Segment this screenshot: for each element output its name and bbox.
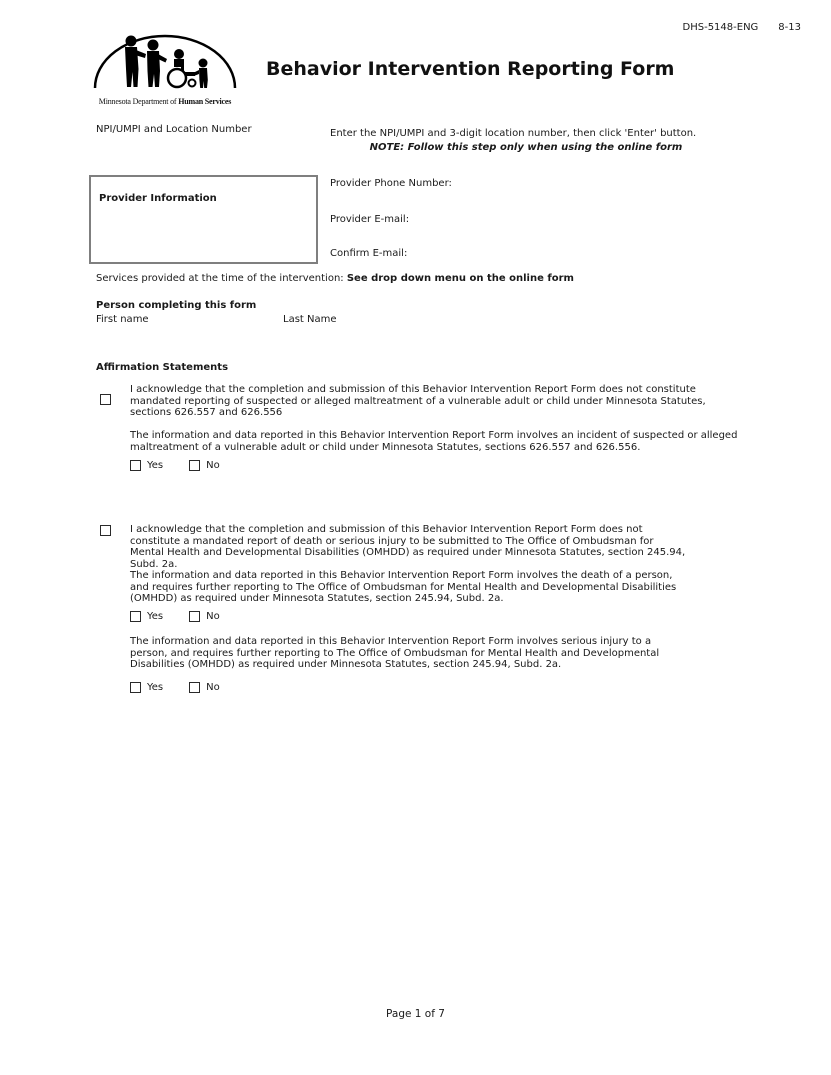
npi-umpi-label: NPI/UMPI and Location Number — [96, 124, 252, 135]
affirmation2-acknowledge-text: I acknowledge that the completion and submission of this Behavior Intervention Report Form does not constitute a mandated report of death or serious injury to be submitted to The Office of Ombudsman for Mental Health and Developmental Disabilities (OMHDD) as required under Minnesota Statutes, section 245.94, Subd. 2a. — [130, 524, 686, 570]
page-indicator: Page 1 of 7 — [386, 1008, 445, 1020]
logo-caption-regular: Minnesota Department of — [98, 97, 179, 106]
affirmation-statements-heading: Affirmation Statements — [96, 362, 229, 373]
affirmation2-death-yes-label: Yes — [147, 611, 164, 622]
page-title: Behavior Intervention Reporting Form — [266, 58, 675, 80]
affirmation2-death-no-checkbox[interactable] — [189, 611, 200, 622]
npi-instructions — [330, 128, 722, 153]
affirmation2-injury-yes-checkbox[interactable] — [130, 682, 141, 693]
affirmation2-death-yes-checkbox[interactable] — [130, 611, 141, 622]
document-number — [683, 22, 801, 33]
affirmation2-death-yesno-row — [130, 611, 220, 622]
logo-caption — [90, 97, 240, 106]
affirmation1-followup-text: The information and data reported in this Behavior Intervention Report Form involves an incident of suspected or alleged maltreatment of a vulnerable adult or child under Minnesota Statutes, sections 626.557 and 626.556. — [130, 430, 738, 453]
services-provided-label: Services provided at the time of the intervention: — [96, 273, 344, 284]
affirmation2-injury-no-label: No — [206, 682, 220, 693]
services-provided-line — [96, 273, 574, 285]
provider-information-label: Provider Information — [99, 193, 217, 204]
affirmation1-no-checkbox[interactable] — [189, 460, 200, 471]
affirmation2-injury-followup-text: The information and data reported in this Behavior Intervention Report Form involves serious injury to a person, and requires further reporting to The Office of Ombudsman for Mental Health and Developmental Disabilities (OMHDD) as required under Minnesota Statutes, section 245.94, Subd. 2a. — [130, 636, 660, 670]
affirmation2-injury-no-checkbox[interactable] — [189, 682, 200, 693]
dhs-people-arch-icon — [91, 32, 239, 92]
logo-caption-bold: Human Services — [178, 97, 232, 106]
person-completing-heading: Person completing this form — [96, 300, 257, 311]
npi-instruction-text: Enter the NPI/UMPI and 3-digit location number, then click 'Enter' button. — [330, 128, 697, 139]
confirm-email-label: Confirm E-mail: — [330, 248, 408, 259]
affirmation1-checkbox[interactable] — [100, 394, 111, 405]
provider-email-label: Provider E-mail: — [330, 214, 410, 225]
services-provided-value: See drop down menu on the online form — [346, 273, 574, 284]
last-name-label: Last Name — [283, 314, 337, 325]
affirmation1-yes-label: Yes — [147, 460, 164, 471]
affirmation2-injury-yesno-row — [130, 682, 220, 693]
affirmation1-no-label: No — [206, 460, 220, 471]
affirmation1-acknowledge-text: I acknowledge that the completion and submission of this Behavior Intervention Report Form does not constitute mandated reporting of suspected or alleged maltreatment of a vulnerable adult or child under Minnesota Statutes, sections 626.557 and 626.556 — [130, 384, 706, 418]
affirmation2-death-no-label: No — [206, 611, 220, 622]
agency-logo — [90, 32, 240, 106]
provider-information-box[interactable] — [89, 175, 318, 264]
provider-phone-label: Provider Phone Number: — [330, 178, 452, 189]
affirmation1-yesno-row — [130, 460, 220, 471]
revision-date: 8-13 — [778, 22, 801, 33]
affirmation2-checkbox[interactable] — [100, 525, 111, 536]
affirmation2-death-followup-text: The information and data reported in this Behavior Intervention Report Form involves the death of a person, and requires further reporting to The Office of Ombudsman for Mental Health and Developmental Disabilities (OMHDD) as required under Minnesota Statutes, section 245.94, Subd. 2a. — [130, 570, 677, 604]
npi-note-text: NOTE: Follow this step only when using the online form — [369, 141, 683, 153]
affirmation1-yes-checkbox[interactable] — [130, 460, 141, 471]
first-name-label: First name — [96, 314, 149, 325]
form-number: DHS-5148-ENG — [682, 22, 759, 33]
affirmation2-injury-yes-label: Yes — [147, 682, 164, 693]
